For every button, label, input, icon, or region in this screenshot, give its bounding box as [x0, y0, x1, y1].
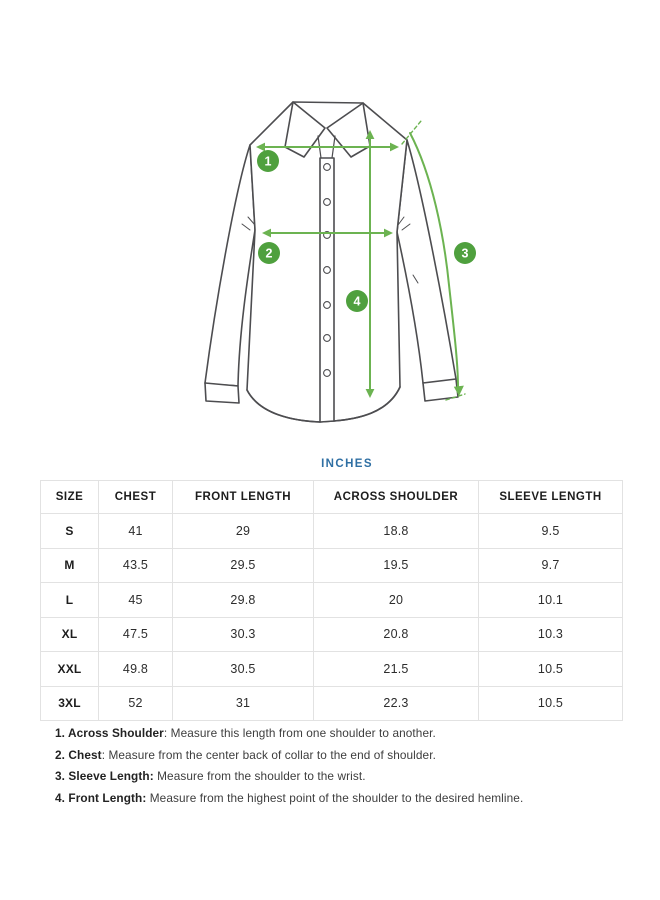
table-header-row — [41, 481, 623, 514]
marker-2-chest — [258, 242, 280, 264]
column-header-size: SIZE — [41, 481, 99, 514]
note-text: : Measure from the center back of collar to the end of shoulder. — [101, 747, 436, 762]
table-row — [41, 548, 623, 583]
table-row — [41, 583, 623, 618]
value-cell: 10.3 — [479, 617, 623, 652]
note-label: 4. Front Length: — [55, 790, 147, 805]
note-text: : Measure this length from one shoulder to another. — [163, 726, 436, 740]
table-row — [41, 514, 623, 549]
note-text: Measure from the shoulder to the wrist. — [153, 769, 366, 784]
note-label: 2. Chest — [55, 747, 102, 762]
note-front-length — [55, 792, 615, 805]
value-cell: 30.5 — [173, 652, 314, 687]
value-cell: 20.8 — [314, 617, 479, 652]
value-cell: 19.5 — [314, 548, 479, 583]
column-header-chest: CHEST — [99, 481, 173, 514]
column-header-sleeve-length: SLEEVE LENGTH — [479, 481, 623, 514]
units-label: INCHES — [321, 458, 373, 470]
size-cell: M — [41, 548, 99, 583]
size-cell: 3XL — [41, 686, 99, 721]
marker-4-front-length — [346, 290, 368, 312]
value-cell: 10.5 — [479, 686, 623, 721]
value-cell: 9.7 — [479, 548, 623, 583]
note-text: Measure from the highest point of the shoulder to the desired hemline. — [146, 790, 524, 805]
measurement-notes — [55, 727, 615, 813]
value-cell: 20 — [314, 583, 479, 618]
value-cell: 29.5 — [173, 548, 314, 583]
shirt-left-cuff — [205, 383, 239, 403]
marker-3-label: 3 — [461, 246, 469, 261]
size-cell: XXL — [41, 652, 99, 687]
shirt-placket — [320, 158, 334, 422]
marker-1-label: 1 — [264, 154, 272, 169]
value-cell: 45 — [99, 583, 173, 618]
value-cell: 18.8 — [314, 514, 479, 549]
marker-3-sleeve-length — [454, 242, 476, 264]
value-cell: 30.3 — [173, 617, 314, 652]
shirt-diagram-svg — [180, 95, 480, 435]
note-label: 1. Across Shoulder — [55, 726, 164, 740]
value-cell: 29 — [173, 514, 314, 549]
note-label: 3. Sleeve Length: — [55, 769, 154, 784]
note-sleeve-length — [55, 770, 615, 783]
size-cell: L — [41, 583, 99, 618]
marker-4-label: 4 — [353, 294, 361, 309]
value-cell: 47.5 — [99, 617, 173, 652]
size-cell: S — [41, 514, 99, 549]
table-row — [41, 686, 623, 721]
note-across-shoulder — [55, 727, 615, 740]
shirt-measurement-diagram — [180, 95, 480, 435]
value-cell: 21.5 — [314, 652, 479, 687]
table-row — [41, 617, 623, 652]
value-cell: 29.8 — [173, 583, 314, 618]
shirt-left-sleeve — [205, 145, 255, 386]
note-chest — [55, 749, 615, 762]
value-cell: 43.5 — [99, 548, 173, 583]
marker-2-label: 2 — [265, 246, 273, 261]
value-cell: 22.3 — [314, 686, 479, 721]
value-cell: 10.1 — [479, 583, 623, 618]
value-cell: 49.8 — [99, 652, 173, 687]
marker-1-across-shoulder — [257, 150, 279, 172]
value-cell: 10.5 — [479, 652, 623, 687]
size-table — [40, 480, 623, 721]
size-cell: XL — [41, 617, 99, 652]
value-cell: 31 — [173, 686, 314, 721]
shirt-illustration — [205, 102, 458, 422]
value-cell: 52 — [99, 686, 173, 721]
table-row — [41, 652, 623, 687]
value-cell: 41 — [99, 514, 173, 549]
column-header-front-length: FRONT LENGTH — [173, 481, 314, 514]
value-cell: 9.5 — [479, 514, 623, 549]
column-header-across-shoulder: ACROSS SHOULDER — [314, 481, 479, 514]
